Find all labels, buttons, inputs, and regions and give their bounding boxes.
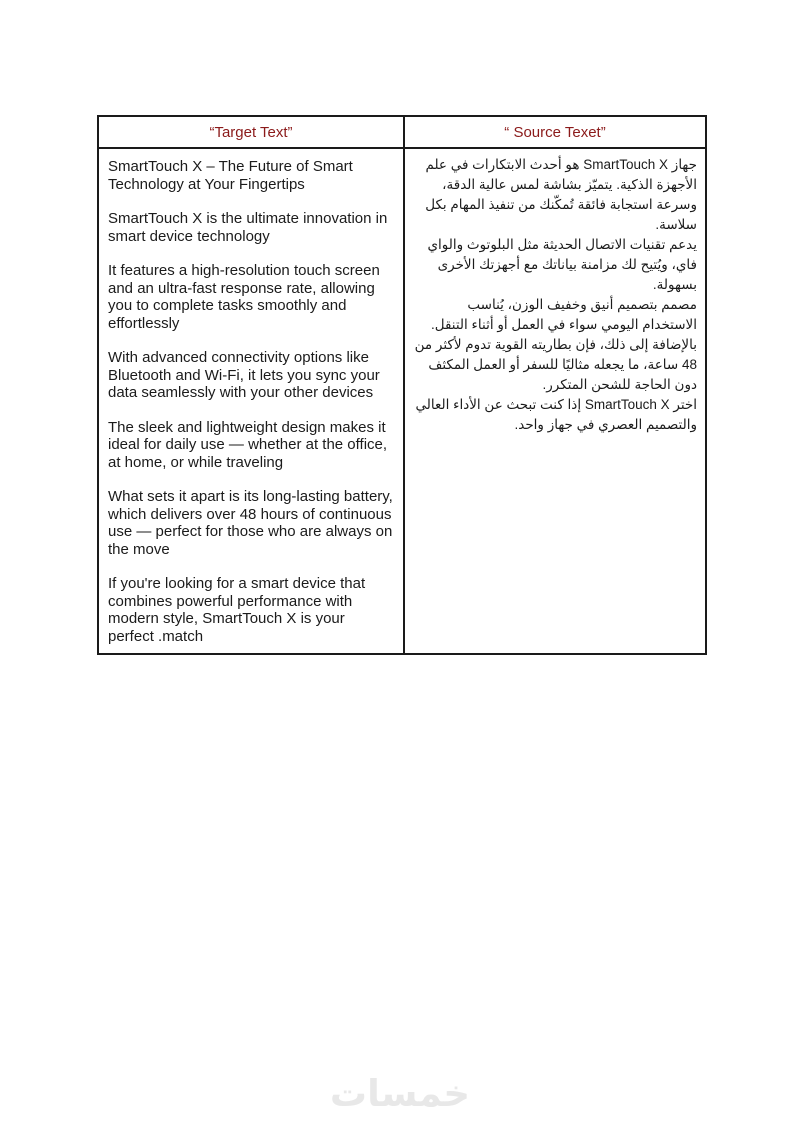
source-paragraph: مصمم بتصميم أنيق وخفيف الوزن، يُناسب الاستخدام اليومي سواء في العمل أو أثناء التنقل. bbox=[430, 297, 697, 332]
translation-table bbox=[97, 115, 707, 655]
source-paragraph: يدعم تقنيات الاتصال الحديثة مثل البلوتوث والواي فاي، ويُتيح لك مزامنة بياناتك مع أجهزتك الأخرى بسهولة. bbox=[427, 237, 697, 292]
khamsat-watermark-logo: خمسات bbox=[329, 1073, 471, 1114]
target-paragraph-title: SmartTouch X – The Future of Smart Technology at Your Fingertips bbox=[108, 158, 353, 193]
source-text-header: “ Source Texet” bbox=[404, 116, 706, 148]
target-paragraph: It features a high-resolution touch screen and an ultra-fast response rate, allowing you to complete tasks smoothly and effortlessly bbox=[108, 262, 380, 332]
source-text-cell bbox=[404, 148, 706, 654]
target-paragraph: What sets it apart is its long-lasting battery, which delivers over 48 hours of continuous use — perfect for those who are always on the move bbox=[108, 488, 393, 558]
source-paragraph: جهاز SmartTouch X هو أحدث الابتكارات في علم الأجهزة الذكية. يتميّز بشاشة لمس عالية الدقة، وسرعة استجابة فائقة تُمكّنك من تنفيذ المهام بكل سلاسة. bbox=[425, 157, 697, 232]
target-paragraph: With advanced connectivity options like Bluetooth and Wi-Fi, it lets you sync your data seamlessly with your other devices bbox=[108, 349, 380, 401]
source-paragraph: اختر SmartTouch X إذا كنت تبحث عن الأداء العالي والتصميم العصري في جهاز واحد. bbox=[415, 397, 697, 432]
table-header-row bbox=[98, 116, 706, 148]
table-body-row bbox=[98, 148, 706, 654]
target-paragraph: If you're looking for a smart device that combines powerful performance with modern style, SmartTouch X is your perfect .match bbox=[108, 575, 366, 645]
target-text-cell bbox=[98, 148, 404, 654]
target-paragraph: SmartTouch X is the ultimate innovation in smart device technology bbox=[108, 210, 388, 245]
target-paragraph: The sleek and lightweight design makes it ideal for daily use — whether at the office, at home, or while traveling bbox=[108, 418, 388, 471]
target-text-header: “Target Text” bbox=[98, 116, 404, 148]
source-paragraph: بالإضافة إلى ذلك، فإن بطاريته القوية تدوم لأكثر من 48 ساعة، ما يجعله مثاليًا للسفر أو العمل المكثف دون الحاجة للشحن المتكرر. bbox=[414, 337, 697, 392]
